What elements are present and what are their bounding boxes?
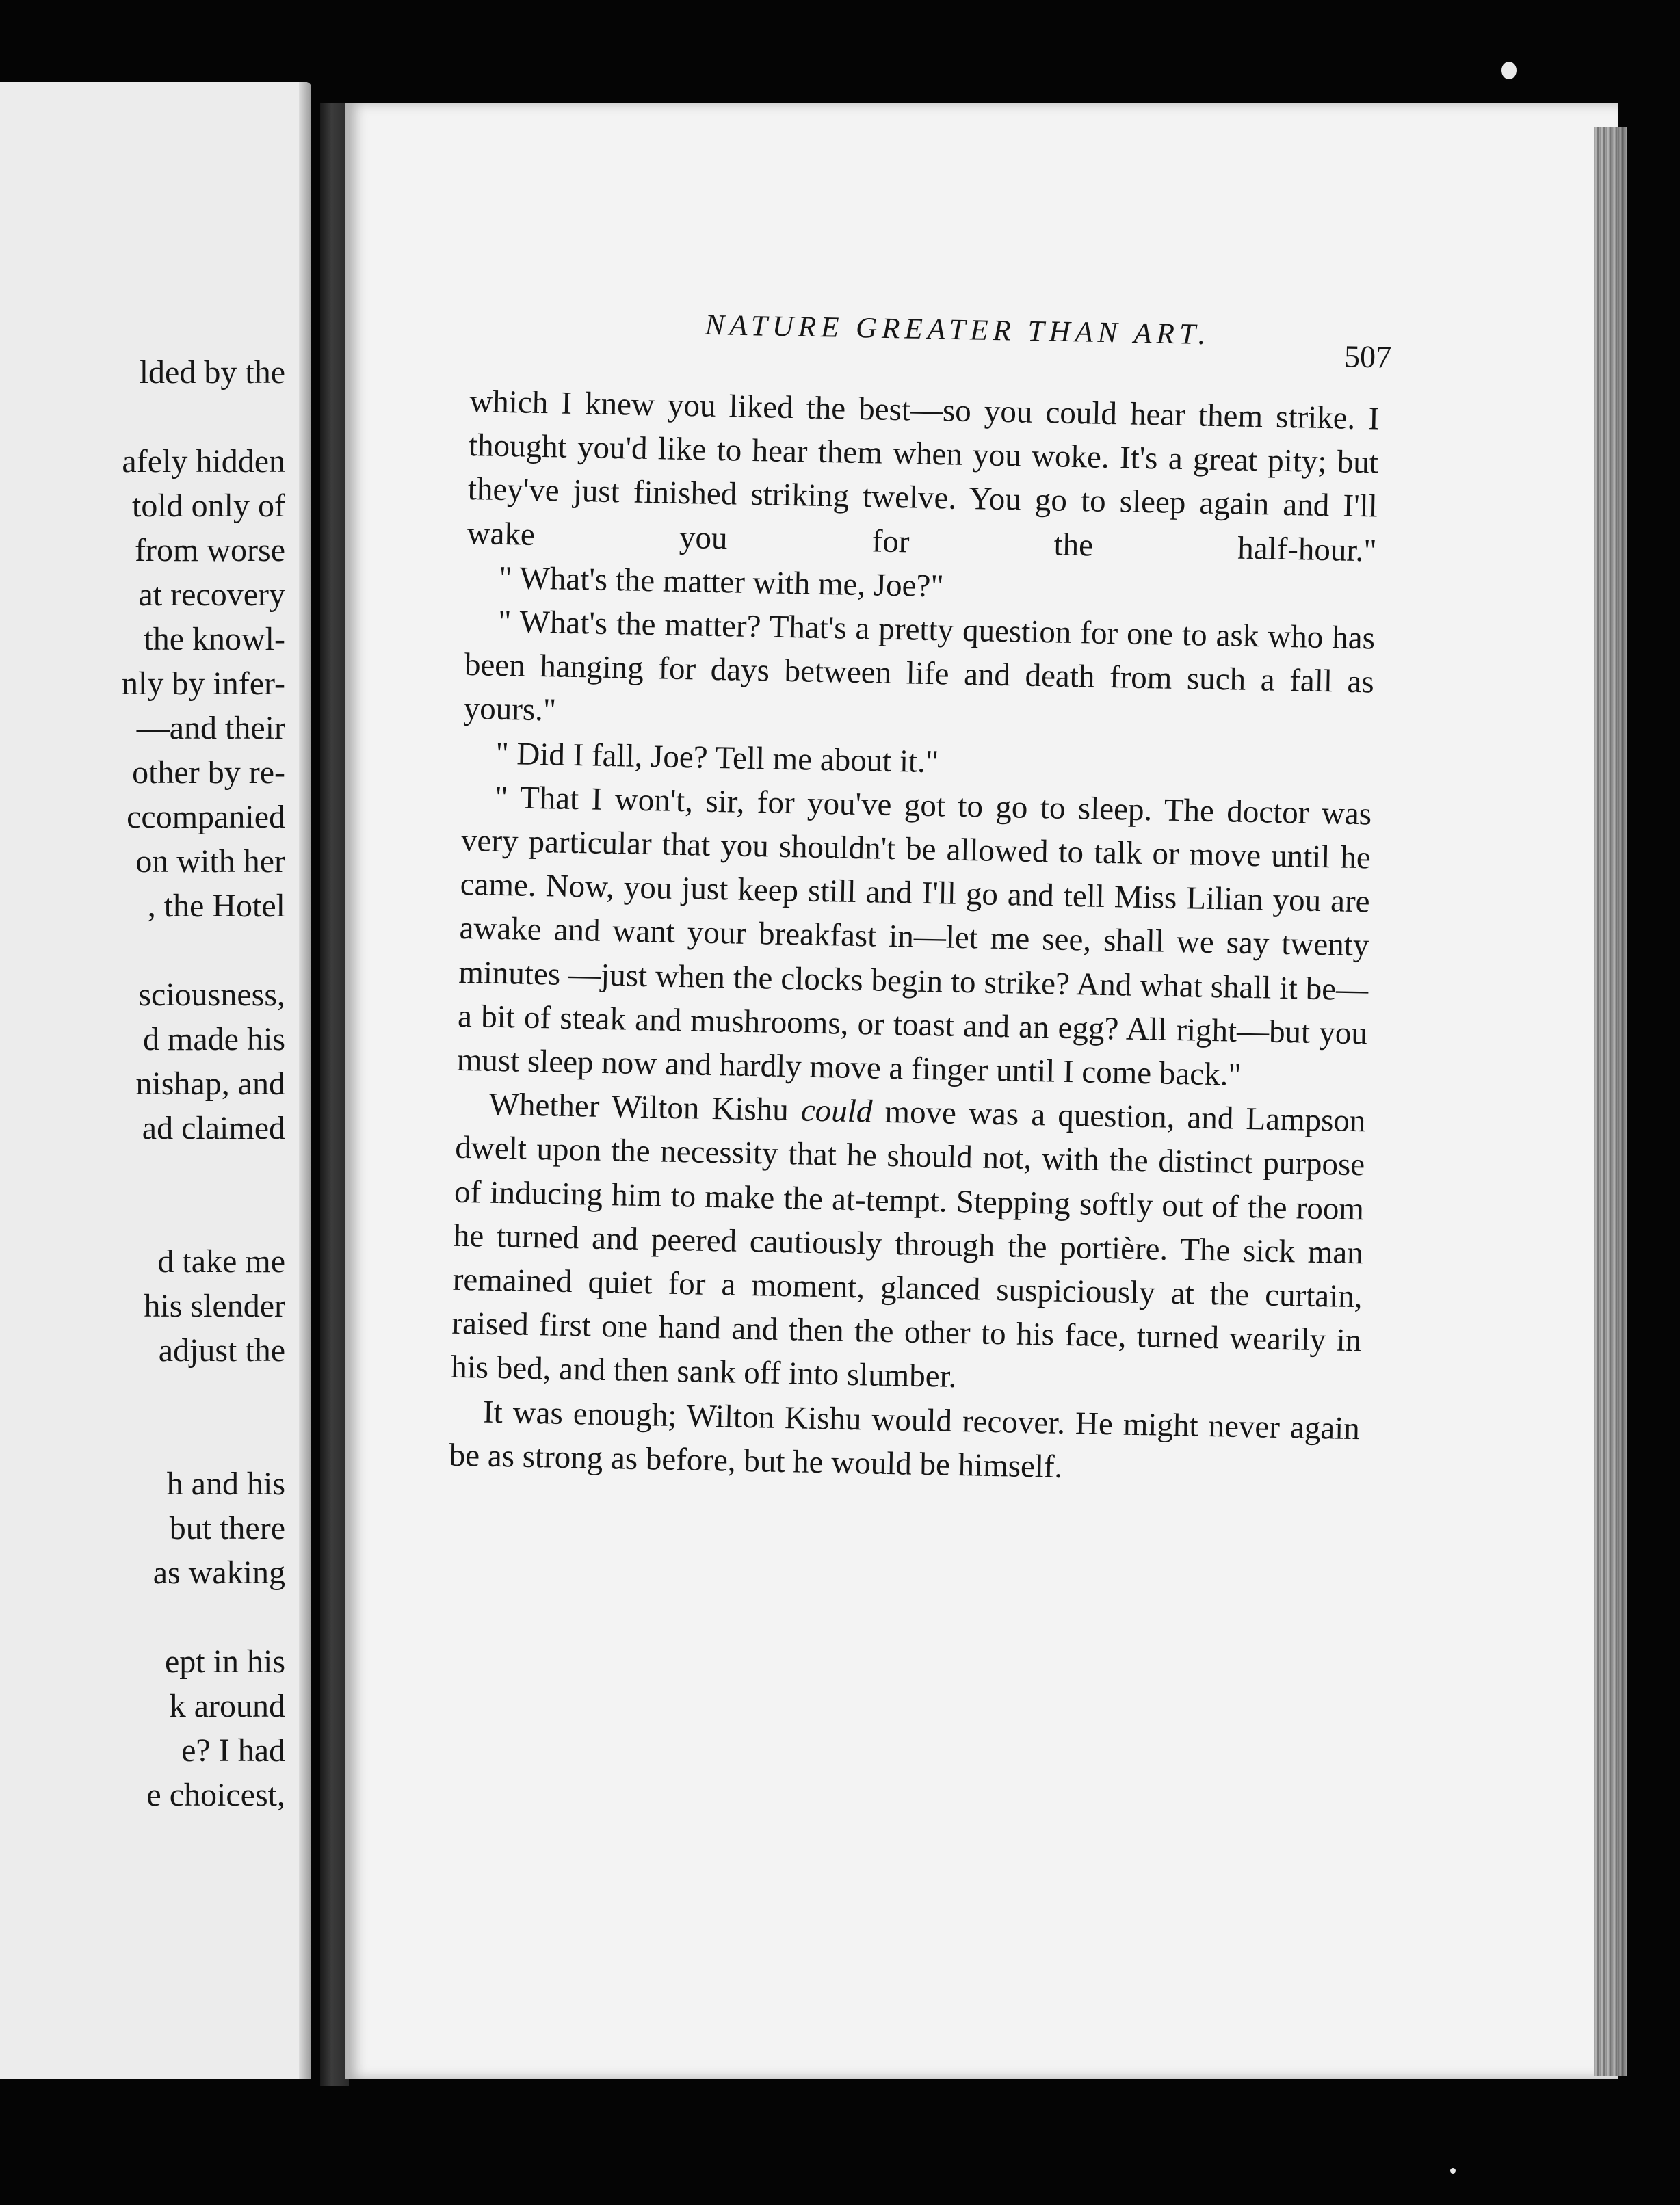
previous-page-line: the knowl- xyxy=(144,621,285,657)
previous-page-line: h and his xyxy=(166,1466,285,1502)
paragraph xyxy=(467,380,1380,572)
previous-page-text xyxy=(0,350,285,1817)
previous-page-line: on with her xyxy=(135,843,285,880)
previous-page-line: afely hidden xyxy=(122,443,285,479)
previous-page-line: ad claimed xyxy=(142,1110,285,1146)
previous-page-line: his slender xyxy=(144,1288,285,1324)
previous-page-line xyxy=(0,1595,285,1639)
previous-page-line: other by re- xyxy=(132,754,285,791)
paragraph-text: " What's the matter with me, Joe?" xyxy=(498,559,945,605)
previous-page-line: as waking xyxy=(153,1555,285,1591)
paragraph xyxy=(463,599,1375,748)
previous-page xyxy=(0,82,311,2079)
previous-page-line: at recovery xyxy=(138,577,285,613)
paragraph-text: " What's the matter? That's a pretty question for one to ask who has been hanging for days between life and death from such a fall as yours." xyxy=(463,603,1376,728)
previous-page-line xyxy=(0,928,285,973)
paragraph xyxy=(451,1082,1366,1407)
current-page xyxy=(345,103,1618,2079)
previous-page-line: but there xyxy=(169,1510,285,1546)
paragraph-text: which I knew you liked the best—so you could hear them strike. I thought you'd like to hear them when you woke. It's a great pity; but they've just finished striking twelve. You go to sleep again and I'll wake you for the half-hour." xyxy=(467,383,1380,569)
page-edges xyxy=(1594,127,1627,2076)
paragraph xyxy=(449,1389,1360,1494)
previous-page-line xyxy=(0,395,285,439)
paragraph-text: " Did I fall, Joe? Tell me about it." xyxy=(495,735,939,780)
previous-page-line xyxy=(0,1150,285,1195)
previous-page-line: sciousness, xyxy=(138,977,285,1013)
previous-page-line: e? I had xyxy=(181,1732,285,1769)
previous-page-line: d made his xyxy=(143,1021,285,1057)
scan-speck xyxy=(1450,2168,1456,2174)
previous-page-line: told only of xyxy=(132,488,285,524)
paragraph xyxy=(456,775,1371,1100)
book-spine xyxy=(320,103,349,2086)
paragraph-text: It was enough; Wilton Kishu would recover. He might never again be as strong as before, but he would be himself. xyxy=(449,1394,1361,1485)
previous-page-line: k around xyxy=(169,1688,285,1724)
italic-emphasis: could xyxy=(800,1092,873,1130)
previous-page-line: —and their xyxy=(136,710,285,746)
previous-page-line xyxy=(0,1373,285,1417)
scan-speck xyxy=(1501,62,1517,79)
paragraph-text: move was a question, and Lampson dwelt upon the necessity that he should not, with the distinct purpose of inducing him to make the at-tempt. Stepping softly out of the room he turned and peered cautiously through the portière. The sick man remained quiet for a moment, glanced suspiciously at the curtain, raised first one hand and then the other to his face, turned wearily in his bed, and then sank off into slumber. xyxy=(450,1094,1366,1395)
previous-page-line: nly by infer- xyxy=(122,665,285,702)
previous-page-line: d take me xyxy=(157,1243,285,1280)
previous-page-line xyxy=(0,1195,285,1239)
previous-page-line: adjust the xyxy=(158,1332,285,1369)
previous-page-line: , the Hotel xyxy=(147,888,285,924)
previous-page-line: ccompanied xyxy=(127,799,285,835)
page-body xyxy=(449,380,1380,1494)
paragraph-text: Whether Wilton Kishu xyxy=(488,1086,802,1128)
previous-page-line xyxy=(0,1417,285,1462)
page-number: 507 xyxy=(1343,339,1392,375)
previous-page-line: lded by the xyxy=(139,354,285,391)
running-head: NATURE GREATER THAN ART. xyxy=(705,308,1211,352)
left-gutter-shadow xyxy=(299,82,311,2079)
previous-page-line: from worse xyxy=(135,532,285,568)
previous-page-line: e choicest, xyxy=(146,1777,285,1813)
previous-page-line: ept in his xyxy=(165,1643,285,1680)
previous-page-line: nishap, and xyxy=(135,1066,285,1102)
paragraph-text: " That I won't, sir, for you've got to go to sleep. The doctor was very particular that you shouldn't be allowed to talk or move until he came. Now, you just keep still and I'll go and tell Miss Lilian you are awake and want your breakfast in—let me see, shall we say twenty minutes —just when the clocks begin to strike? And what shall it be—a bit of steak and mushrooms, or toast and an egg? All right—but you must sleep now and hardly move a finger until I come back." xyxy=(456,779,1372,1093)
